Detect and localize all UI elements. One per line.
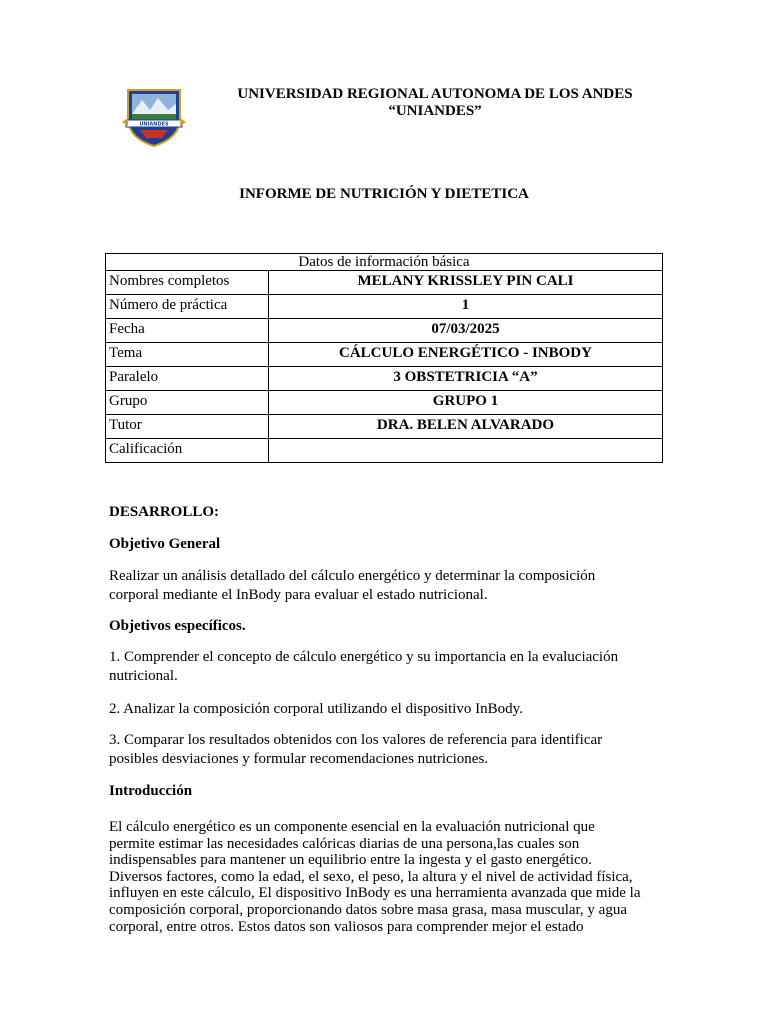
- heading-objetivos-especificos: Objetivos específicos.: [109, 618, 246, 634]
- table-row: [106, 391, 663, 415]
- university-line-1: UNIVERSIDAD REGIONAL AUTONOMA DE LOS ANDES: [237, 86, 633, 102]
- text-line: El cálculo energético es un componente esencial en la evaluación nutricional que: [109, 819, 595, 835]
- row-value: 07/03/2025: [269, 319, 663, 343]
- text-line: permite estimar las necesidades calóricas diarias de una persona,las cuales son: [109, 835, 580, 852]
- text-line: composición corporal, proporcionando datos sobre masa grasa, masa muscular, y agua: [109, 901, 627, 918]
- table-caption-row: [106, 254, 663, 271]
- table-row: [106, 343, 663, 367]
- table-row: [106, 415, 663, 439]
- section-heading-desarrollo: DESARROLLO:: [109, 504, 220, 520]
- row-value: DRA. BELEN ALVARADO: [269, 415, 663, 439]
- row-label: Calificación: [106, 439, 269, 463]
- text-line: Diversos factores, como la edad, el sexo, el peso, la altura y el nivel de actividad física,: [109, 868, 633, 885]
- row-label: Tutor: [106, 415, 269, 439]
- basic-info-table: [105, 253, 663, 463]
- text-line: Realizar un análisis detallado del cálculo energético y determinar la composición: [109, 568, 596, 584]
- row-label: Nombres completos: [106, 271, 269, 295]
- university-line-2: “UNIANDES”: [388, 103, 482, 119]
- row-value: 1: [269, 295, 663, 319]
- university-logo: [122, 84, 186, 148]
- row-value: MELANY KRISSLEY PIN CALI: [269, 271, 663, 295]
- university-name: [200, 86, 670, 120]
- row-label: Paralelo: [106, 367, 269, 391]
- row-value: [269, 439, 663, 463]
- text-line: indispensables para mantener un equilibrio entre la ingesta y el gasto energético.: [109, 852, 592, 869]
- row-value: 3 OBSTETRICIA “A”: [269, 367, 663, 391]
- heading-objetivo-general: Objetivo General: [109, 536, 221, 552]
- text-line: influyen en este cálculo, El dispositivo InBody es una herramienta avanzada que mide la: [109, 885, 641, 902]
- row-label: Grupo: [106, 391, 269, 415]
- row-label: Tema: [106, 343, 269, 367]
- table-row: [106, 367, 663, 391]
- table-caption: Datos de información básica: [106, 254, 663, 271]
- text-line: posibles desviaciones y formular recomendaciones nutriciones.: [109, 751, 489, 767]
- table-row: [106, 319, 663, 343]
- table-row: [106, 295, 663, 319]
- objective-2: 2. Analizar la composición corporal utilizando el dispositivo InBody.: [109, 701, 523, 717]
- row-value: GRUPO 1: [269, 391, 663, 415]
- row-value: CÁLCULO ENERGÉTICO - INBODY: [269, 343, 663, 367]
- table-row: [106, 439, 663, 463]
- table-row: [106, 271, 663, 295]
- heading-introduccion: Introducción: [109, 783, 193, 799]
- text-line: nutricional.: [109, 668, 178, 684]
- logo-text: UNIANDES: [139, 121, 169, 128]
- paragraph-introduccion: [109, 819, 669, 935]
- report-title: INFORME DE NUTRICIÓN Y DIETETICA: [239, 186, 529, 202]
- objective-1: [109, 648, 669, 686]
- objective-3: [109, 731, 669, 769]
- row-label: Fecha: [106, 319, 269, 343]
- text-line: corporal mediante el InBody para evaluar el estado nutricional.: [109, 587, 488, 603]
- text-line: corporal, entre otros. Estos datos son valiosos para comprender mejor el estado: [109, 918, 584, 935]
- text-line: 1. Comprender el concepto de cálculo energético y su importancia en la evaluciación: [109, 649, 619, 665]
- row-label: Número de práctica: [106, 295, 269, 319]
- paragraph-objetivo-general: [109, 567, 669, 605]
- text-line: 3. Comparar los resultados obtenidos con los valores de referencia para identificar: [109, 732, 603, 748]
